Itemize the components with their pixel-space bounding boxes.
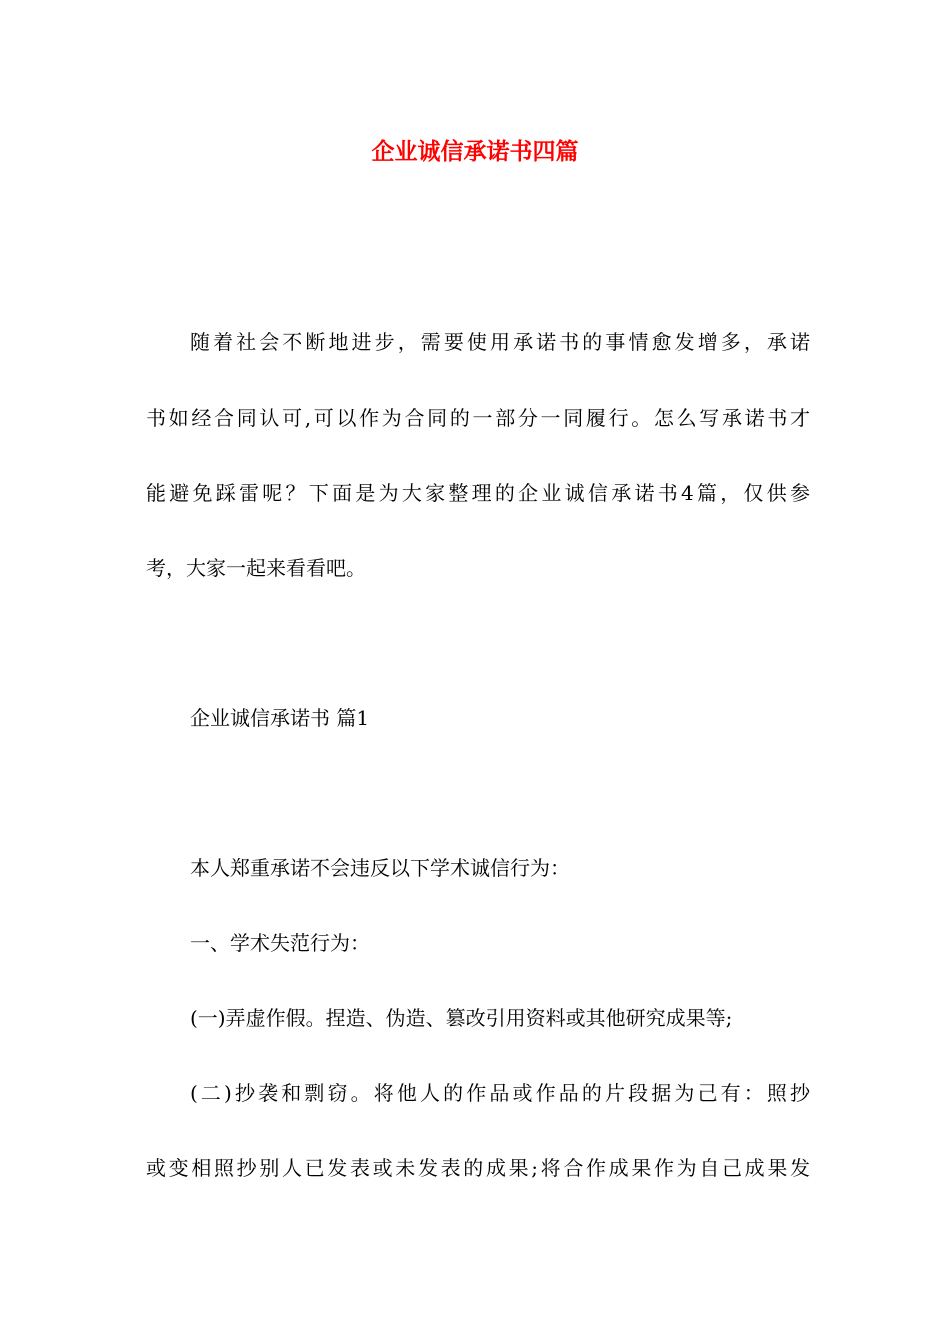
body-line-5: 或变相照抄别人已发表或未发表的成果;将合作成果作为自己成果发 <box>146 1156 810 1180</box>
intro-line-1: 随着社会不断地进步，需要使用承诺书的事情愈发增多，承诺 <box>190 330 810 354</box>
body-line-4: (二)抄袭和剽窃。将他人的作品或作品的片段据为己有：照抄 <box>190 1081 810 1105</box>
body-line-1: 本人郑重承诺不会违反以下学术诚信行为： <box>190 856 570 880</box>
intro-line-2: 书如经合同认可,可以作为合同的一部分一同履行。怎么写承诺书才 <box>146 406 810 430</box>
body-line-3: (一)弄虚作假。捏造、伪造、篡改引用资料或其他研究成果等; <box>190 1006 733 1030</box>
section-heading: 企业诚信承诺书 篇1 <box>190 706 370 730</box>
intro-line-3: 能避免踩雷呢？下面是为大家整理的企业诚信承诺书4篇，仅供参 <box>146 481 810 505</box>
intro-line-4: 考，大家一起来看看吧。 <box>146 556 366 580</box>
body-line-2: 一、学术失范行为： <box>190 931 370 955</box>
document-title: 企业诚信承诺书四篇 <box>371 139 579 165</box>
